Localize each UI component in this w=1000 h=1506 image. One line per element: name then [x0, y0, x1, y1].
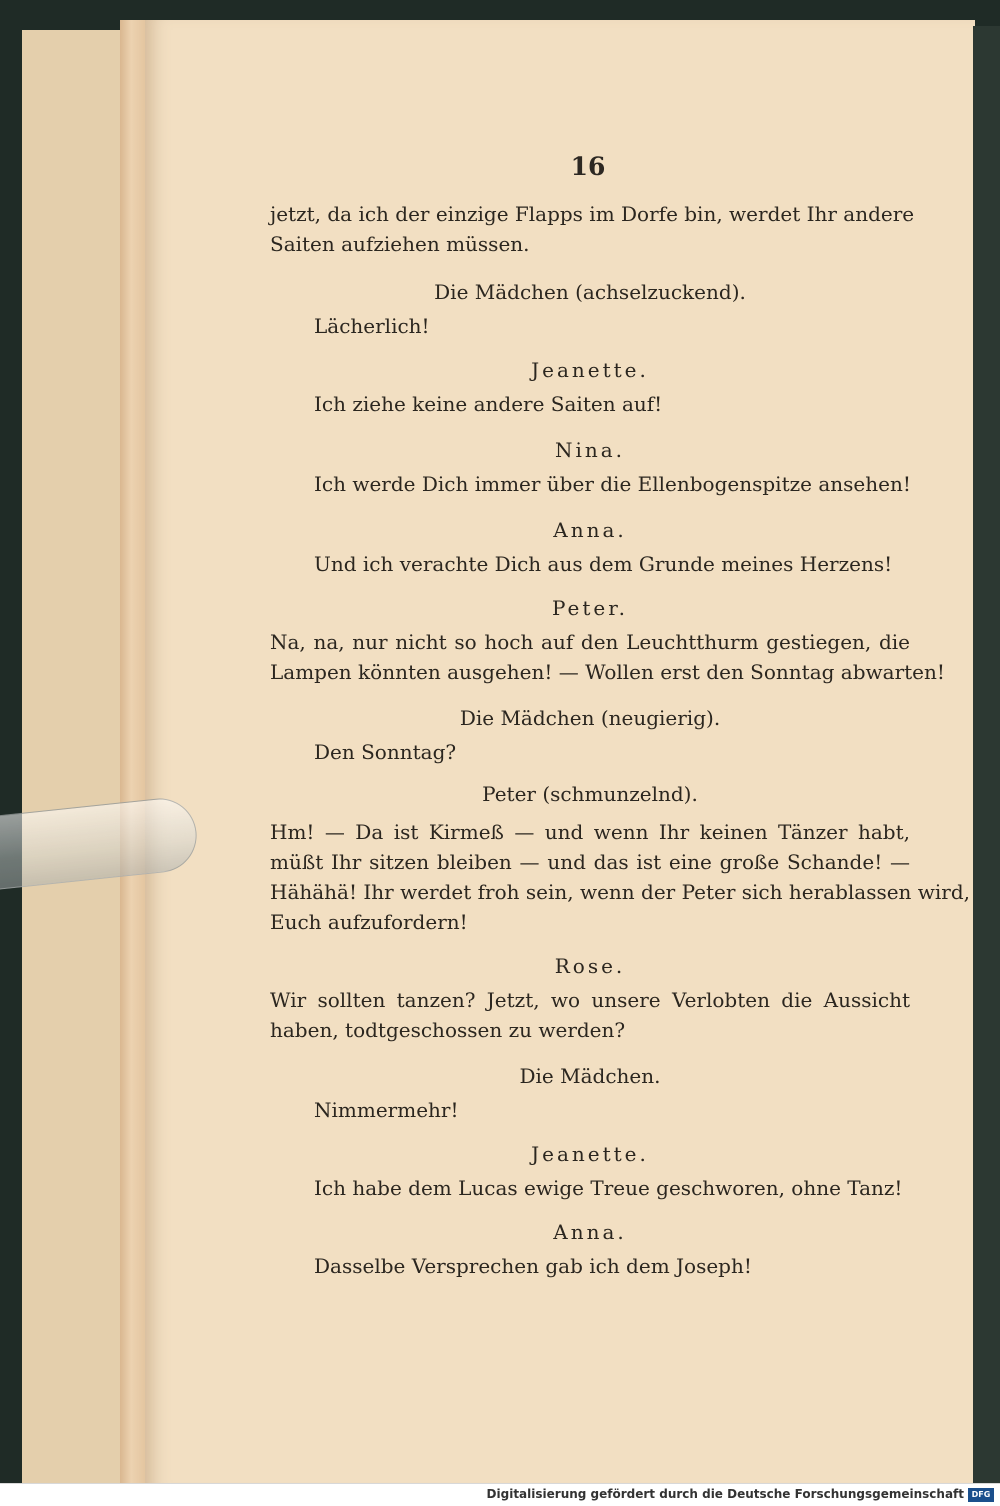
page-number: 16: [570, 152, 606, 181]
speaker-heading: Jeanette.: [531, 1142, 649, 1166]
text-line: Hähähä! Ihr werdet froh sein, wenn der Peter sich herablassen wird,: [270, 880, 971, 904]
text-line: Euch aufzufordern!: [270, 910, 468, 934]
text-line: Wir sollten tanzen? Jetzt, wo unsere Verlobten die Aussicht: [270, 988, 910, 1012]
text-line: Saiten aufziehen müssen.: [270, 232, 530, 256]
digitization-footer: [0, 1483, 1000, 1506]
text-line: Dasselbe Versprechen gab ich dem Joseph!: [314, 1254, 752, 1278]
speaker-heading: Anna.: [553, 518, 627, 542]
speaker-heading: Rose.: [554, 954, 626, 978]
text-line: Ich werde Dich immer über die Ellenbogenspitze ansehen!: [314, 472, 911, 496]
text-line: Nimmermehr!: [314, 1098, 459, 1122]
text-line: Ich ziehe keine andere Saiten auf!: [314, 392, 663, 416]
speaker-heading: Die Mädchen (neugierig).: [459, 706, 721, 730]
speaker-heading: Peter (schmunzelnd).: [482, 782, 698, 806]
speaker-heading: Die Mädchen (achselzuckend).: [434, 280, 746, 304]
dfg-logo-icon: DFG: [968, 1488, 994, 1502]
speaker-heading: Die Mädchen.: [519, 1064, 661, 1088]
text-line: Den Sonntag?: [314, 740, 457, 764]
text-line: müßt Ihr sitzen bleiben — und das ist eine große Schande! —: [270, 850, 910, 874]
text-line: haben, todtgeschossen zu werden?: [270, 1018, 626, 1042]
text-line: Hm! — Da ist Kirmeß — und wenn Ihr keinen Tänzer habt,: [270, 820, 910, 844]
cover-edge: [120, 20, 148, 1485]
speaker-heading: Jeanette.: [531, 358, 649, 382]
text-line: Und ich verachte Dich aus dem Grunde meines Herzens!: [314, 552, 893, 576]
backdrop-strip: [973, 26, 1000, 1486]
text-line: Lampen könnten ausgehen! — Wollen erst den Sonntag abwarten!: [270, 660, 945, 684]
footer-credit: Digitalisierung gefördert durch die Deutsche Forschungsgemeinschaft: [486, 1487, 964, 1501]
speaker-heading: Anna.: [553, 1220, 627, 1244]
speaker-heading: Peter.: [552, 596, 628, 620]
text-line: jetzt, da ich der einzige Flapps im Dorfe bin, werdet Ihr andere: [270, 202, 915, 226]
text-line: Ich habe dem Lucas ewige Treue geschworen, ohne Tanz!: [314, 1176, 903, 1200]
text-line: Na, na, nur nicht so hoch auf den Leuchtthurm gestiegen, die: [270, 630, 910, 654]
text-line: Lächerlich!: [314, 314, 430, 338]
speaker-heading: Nina.: [554, 438, 626, 462]
